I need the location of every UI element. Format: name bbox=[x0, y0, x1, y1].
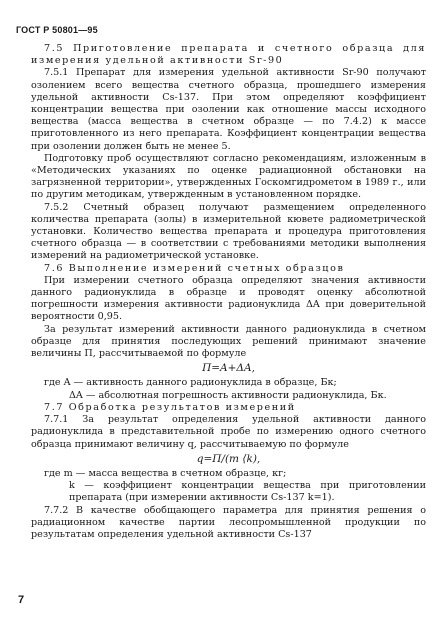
paragraph-7-5-1: 7.5.1 Препарат для измерения удельной активности Sr-90 получают озолением всего вещества счетного образца, прошедшего измерения удельной активности Cs-137. При этом определяют коэффициент концентрации вещества при озолении как отношение массы исходного вещества (масса вещества в счетном образце — по 7.4.2) к массе приготовленного из него препарата. Коэффициент концентрации вещества при озолении должен быть не менее 5. bbox=[31, 67, 426, 152]
paragraph-7-7-2: 7.7.2 В качестве обобщающего параметра для принятия решения о радиационном качестве партии лесопромышленной продукции по результатам определения удельной активности Cs-137 bbox=[31, 504, 426, 540]
section-heading-7-5: 7.5 Приготовление препарата и счетного образца для измерения удельной активности Sr-90 bbox=[31, 43, 426, 67]
document-code: ГОСТ Р 50801—95 bbox=[16, 25, 98, 35]
section-heading-7-6: 7.6 Выполнение измерений счетных образцов bbox=[44, 262, 345, 274]
definition-delta-a: ΔA — абсолютная погрешность активности радионуклида, Бк. bbox=[69, 389, 387, 401]
document-body bbox=[31, 43, 426, 541]
definition-k: k — коэффициент концентрации вещества при приготовлении препарата (при измерении активности Cs-137 k=1). bbox=[69, 480, 426, 504]
formula-q: q=П/(m ⟨k), bbox=[196, 452, 261, 465]
paragraph-7-5-2: 7.5.2 Счетный образец получают размещением определенного количества препарата (золы) в измерительной кювете радиометрической установки. Количество вещества препарата и процедура приготовления счетного образца — в соответствии с требованиями методики выполнения измерений на радиометрической установке. bbox=[31, 201, 426, 262]
paragraph-measurement: При измерении счетного образца определяют значения активности данного радионуклида в образце и проводят оценку абсолютной погрешности измерения активности радионуклида ΔA при доверительной вероятности 0,95. bbox=[31, 274, 426, 323]
paragraph-preparation: Подготовку проб осуществляют согласно рекомендациям, изложенным в «Методических указаниях по оценке радиационной обстановки на загрязненной территории», утвержденных Госкомгидрометом в 1989 г., или по другим методикам, утвержденным в установленном порядке. bbox=[31, 152, 426, 201]
paragraph-7-7-1: 7.7.1 За результат определения удельной активности данного радионуклида в представительной пробе по измерению одного счетного образца принимают величину q, рассчитываемую по формуле bbox=[31, 414, 426, 450]
formula-p: П=A+ΔA, bbox=[202, 362, 255, 375]
paragraph-result: За результат измерений активности данного радионуклида в счетном образце для принятия последующих решений принимают значение величины П, рассчитываемой по формуле bbox=[31, 323, 426, 360]
definition-m: где m — масса вещества в счетном образце, кг; bbox=[44, 467, 287, 479]
page-number: 7 bbox=[18, 594, 25, 606]
definition-a: где A — активность данного радионуклида в образце, Бк; bbox=[44, 377, 337, 389]
section-heading-7-7: 7.7 Обработка результатов измерений bbox=[44, 401, 296, 413]
